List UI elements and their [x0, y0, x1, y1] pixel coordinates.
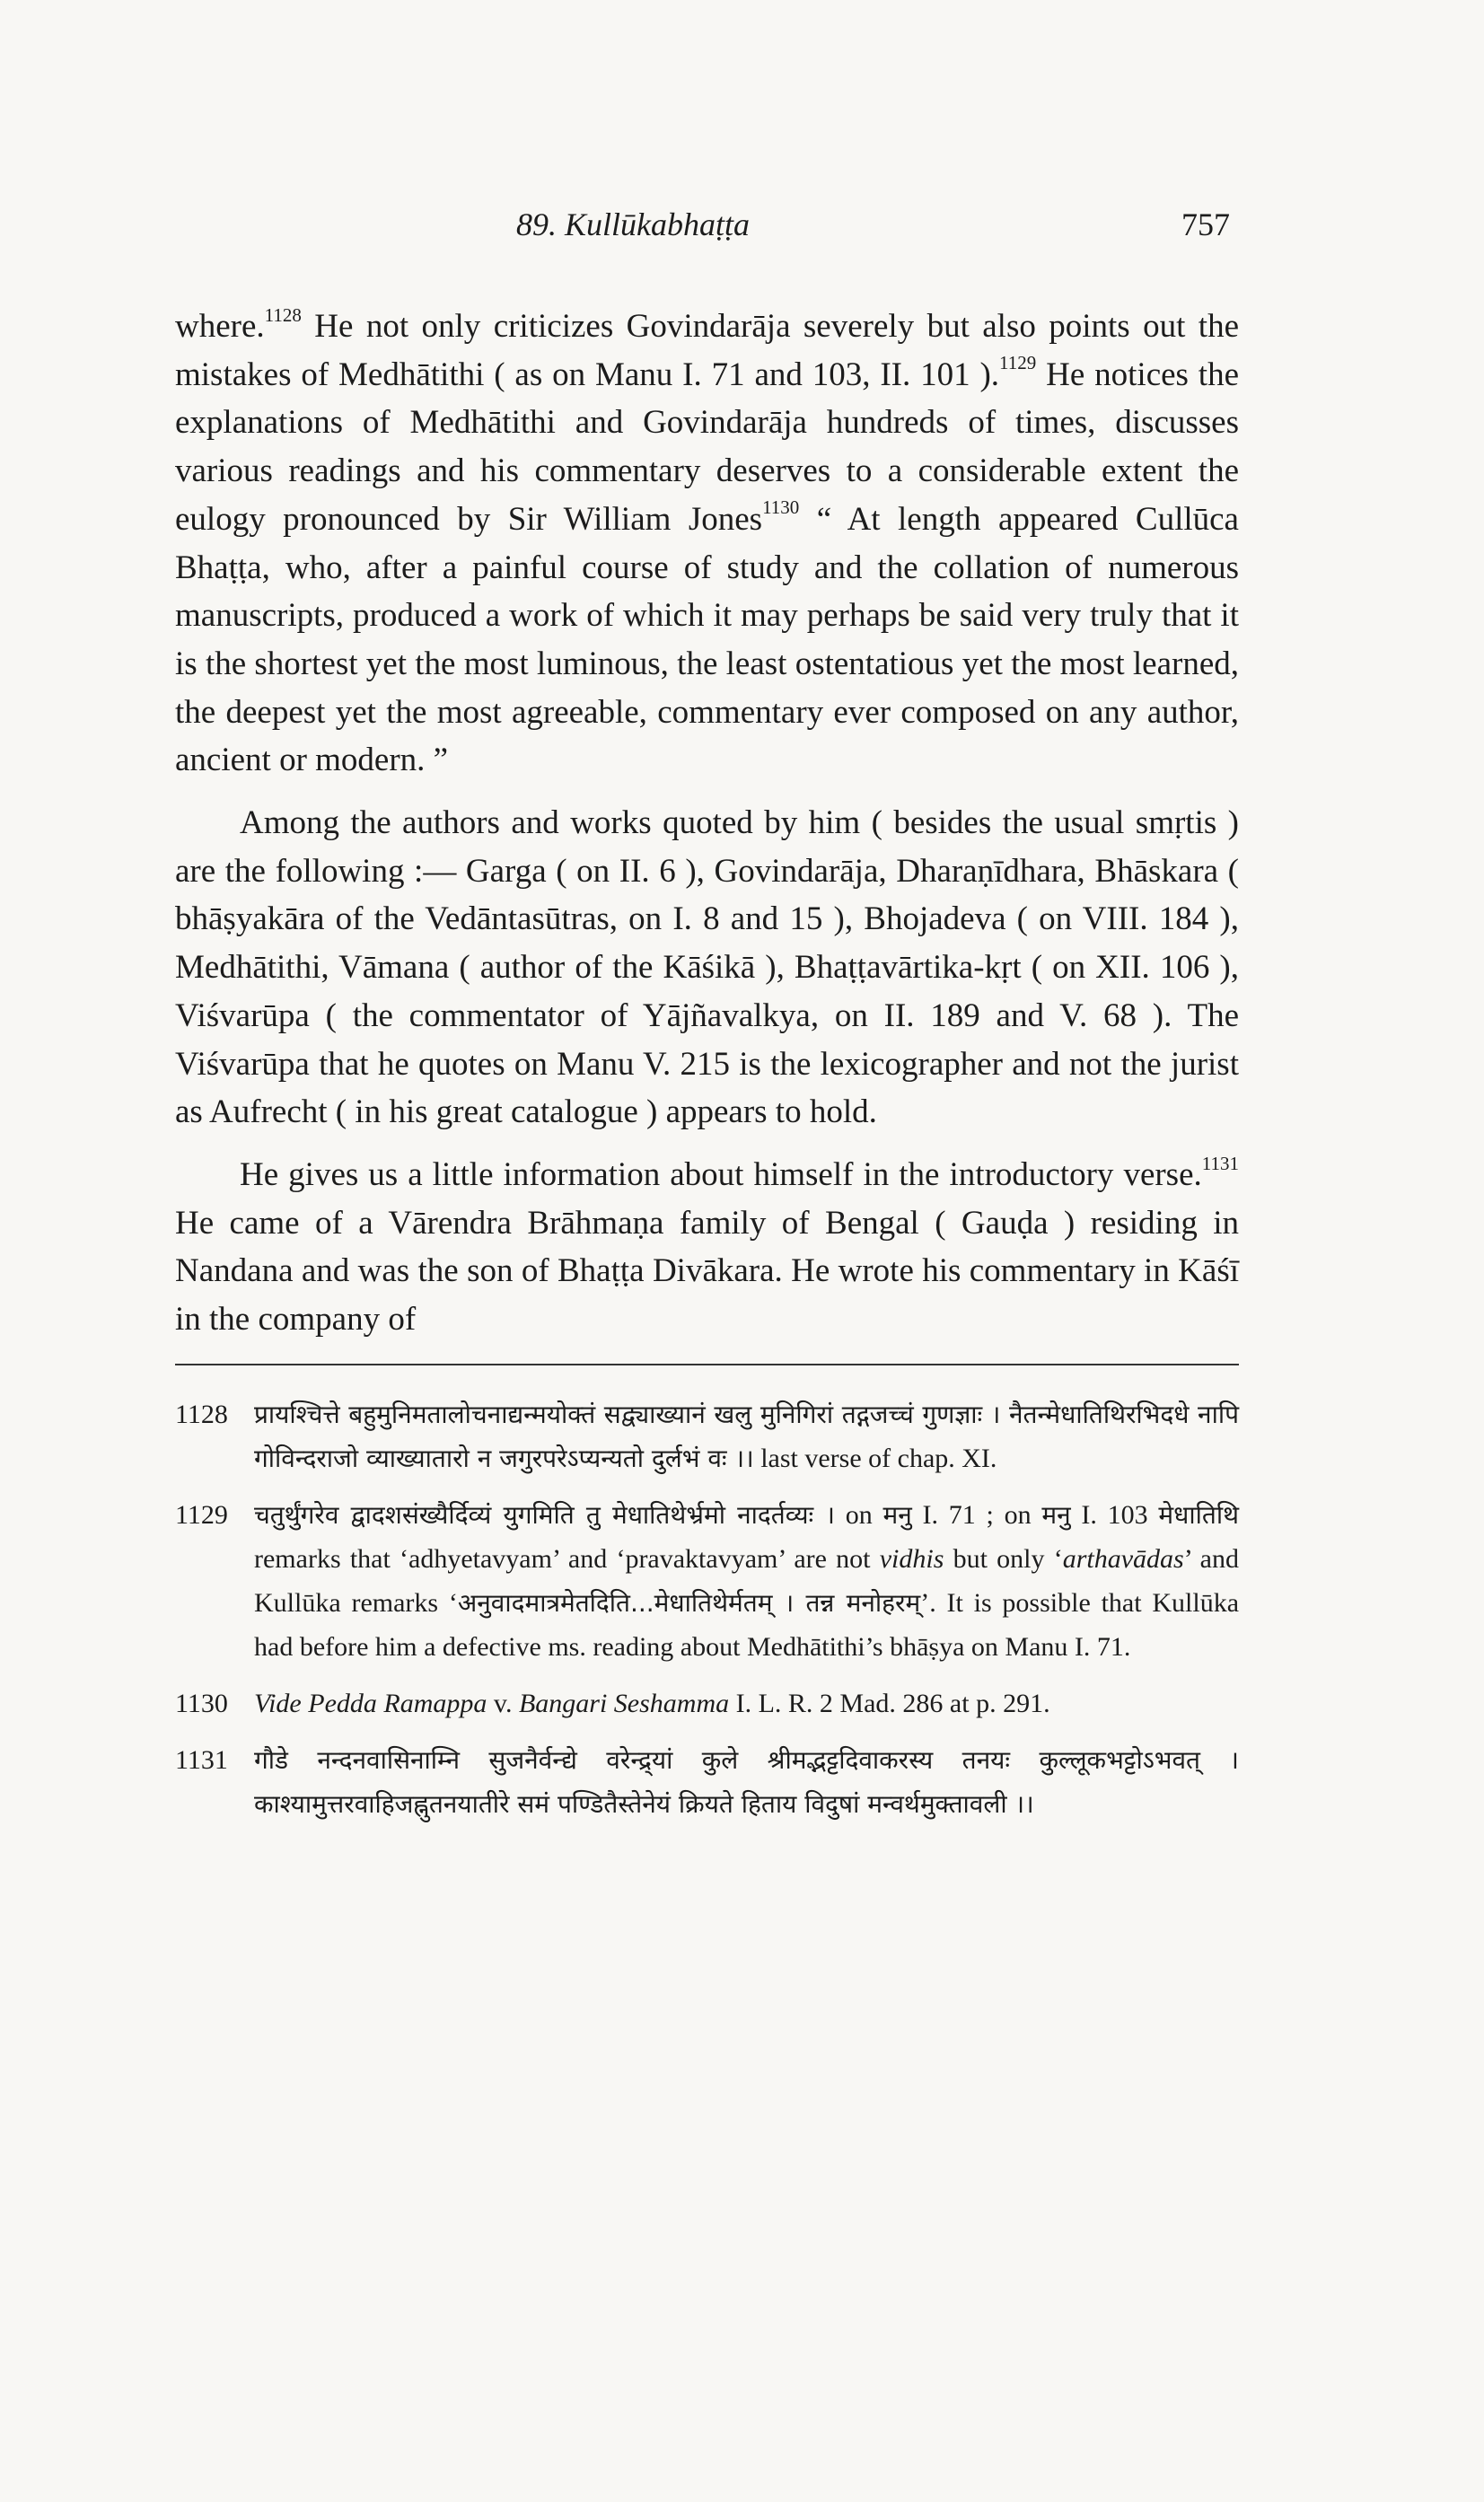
footnote-divider [175, 1364, 1239, 1365]
text-span: where. [175, 308, 265, 345]
text-span: I. 103 [1070, 1499, 1159, 1530]
page [175, 202, 1239, 1839]
footnote-ref-1129: 1129 [999, 352, 1037, 374]
footnote-ref-1130: 1130 [762, 496, 800, 519]
italic-text: Vide Pedda Ramappa [254, 1688, 487, 1718]
text-span: on [834, 1499, 883, 1530]
footnote-1129 [175, 1493, 1239, 1669]
footnote-1130 [175, 1681, 1239, 1725]
italic-text: vidhis [879, 1543, 944, 1574]
footnote-ref-1128: 1128 [264, 303, 302, 326]
text-span: He gives us a little information about himself in the introductory verse. [240, 1155, 1202, 1193]
footnote-number: 1130 [175, 1688, 228, 1718]
footnote-ref-1131: 1131 [1201, 1152, 1239, 1174]
devanagari-text: मेधातिथि [1158, 1499, 1239, 1530]
devanagari-text: मनु [882, 1499, 912, 1530]
devanagari-text: अनुवादमात्रमेतदिति...मेधातिथेर्मतम् । तन्न मनोहरम् [457, 1587, 921, 1618]
main-text [175, 303, 1239, 1344]
paragraph-2: Among the authors and works quoted by him ( besides the usual smṛtis ) are the following :— Garga ( on II. 6 ), Govindarāja, Dharaṇīdhara, Bhāskara ( bhāṣyakāra of the Vedāntasūtras, on I. 8 and 15 ), Bhojadeva ( on VIII. 184 ), Medhātithi, Vāmana ( author of the Kāśikā ), Bhaṭṭavārtika-kṛt ( on XII. 106 ), Viśvarūpa ( the commentator of Yājñavalkya, on II. 189 and V. 68 ). The Viśvarūpa that he quotes on Manu V. 215 is the lexicographer and not the jurist as Aufrecht ( in his great catalogue ) appears to hold. [175, 804, 1239, 1131]
text-span: but only ‘ [944, 1543, 1063, 1574]
paragraph-1 [175, 303, 1239, 785]
text-span: last verse of chap. XI. [753, 1443, 997, 1473]
page-header [175, 202, 1239, 256]
italic-text: arthavādas [1062, 1543, 1184, 1574]
text-span: “ At length appeared Cullūca Bhaṭṭa, who, after a painful course of study and the collation of numerous manuscripts, produced a work of which it may perhaps be said very truly that it is the shortest yet the most luminous, the least ostentatious yet the most learned, the deepest yet the most agreeable, commentary ever composed on any author, ancient or modern. ” [175, 500, 1239, 779]
paragraph-3 [175, 1151, 1239, 1344]
footnote-text [254, 1738, 1239, 1826]
footnote-number: 1129 [175, 1499, 228, 1530]
footnote-text [254, 1493, 1239, 1669]
running-title: 89. Kullūkabhaṭṭa [516, 206, 750, 242]
text-span: I. 71 ; on [911, 1499, 1042, 1530]
italic-text: Bangari Seshamma [518, 1688, 730, 1718]
footnotes [175, 1392, 1239, 1826]
text-span: remarks that ‘adhyetavyam’ and ‘pravaktavyam’ are not [254, 1543, 880, 1574]
text-span: ’ and Kullūka remarks ‘ [254, 1543, 1239, 1618]
text-span: ’. It is possible that Kullūka had before him a defective ms. reading about Medhātithi’s bhāṣya on Manu I. 71. [254, 1587, 1240, 1662]
page-number: 757 [1181, 206, 1230, 242]
devanagari-text: मनु [1041, 1499, 1071, 1530]
devanagari-text: चतुर्थुंगरेव द्वादशसंख्यैर्दिव्यं युगमिति तु मेधातिथेर्भ्रमो नादर्तव्यः । [254, 1499, 835, 1530]
devanagari-text: प्रायश्चित्ते बहुमुनिमतालोचनाद्यन्मयोक्तं सद्व्याख्यानं खलु मुनिगिरां तद्गजच्चं गुणज्ञाः । नैतन्मेधातिथिरभिदधे नापि गोविन्दराजो व्याख्यातारो न जगुरपरेऽप्यन्यतो दुर्लभं वः ।। [254, 1399, 1239, 1473]
text-span: He notices the explanations of Medhātithi and Govindarāja hundreds of times, discusses various readings and his commentary deserves to a considerable extent the eulogy pronounced by Sir William Jones [175, 356, 1239, 538]
text-span: v. [487, 1688, 519, 1718]
text-span: He came of a Vārendra Brāhmaṇa family of Bengal ( Gauḍa ) residing in Nandana and was the son of Bhaṭṭa Divākara. He wrote his commentary in Kāśī in the company of [175, 1204, 1239, 1339]
text-span: He not only criticizes Govindarāja severely but also points out the mistakes of Medhātithi ( as on Manu I. 71 and 103, II. 101 ). [175, 308, 1239, 393]
footnote-number: 1128 [175, 1399, 228, 1429]
footnote-number: 1131 [175, 1744, 228, 1775]
footnote-text [254, 1392, 1239, 1480]
footnote-1131 [175, 1738, 1239, 1826]
footnote-text [254, 1681, 1239, 1725]
footnote-1128 [175, 1392, 1239, 1480]
devanagari-text: गौडे नन्दनवासिनाम्नि सुजनैर्वन्द्ये वरेन्द्र्यां कुले श्रीमद्भट्टदिवाकरस्य तनयः कुल्लूकभट्टोऽभवत् । काश्यामुत्तरवाहिजह्नुतनयातीरे समं पण्डितैस्तेनेयं क्रियते हिताय विदुषां मन्वर्थमुक्तावली ।। [254, 1744, 1239, 1819]
text-span: I. L. R. 2 Mad. 286 at p. 291. [729, 1688, 1050, 1718]
